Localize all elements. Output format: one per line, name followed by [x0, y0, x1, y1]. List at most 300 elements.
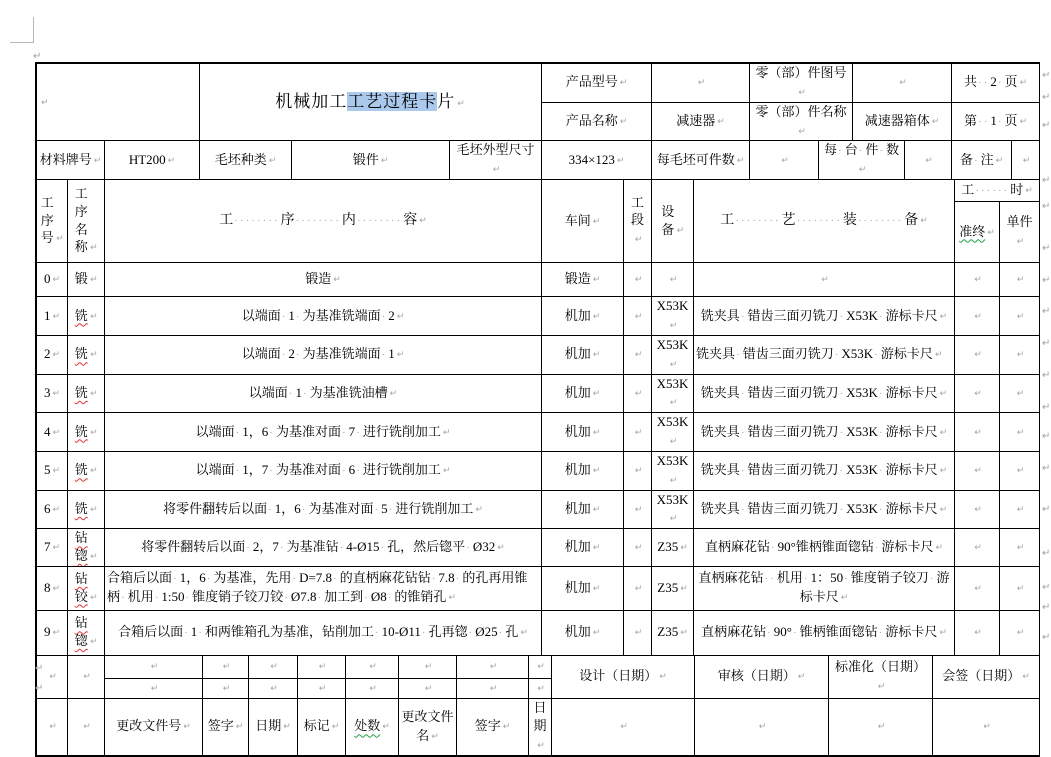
op-row: [37, 413, 1040, 452]
blank-size-value[interactable]: 334×123 ↵: [542, 141, 652, 180]
page-number[interactable]: 第··1·页 ↵: [952, 102, 1040, 141]
operations-rows: [37, 263, 1040, 656]
space-mark: ·: [878, 465, 885, 478]
op-row: [37, 490, 1040, 529]
op-tooling[interactable]: 铣夹具·错齿三面刃铣刀·X53K·游标卡尺 ↵: [694, 335, 955, 374]
space-mark: ········: [857, 215, 904, 227]
product-model-value[interactable]: [652, 64, 750, 103]
title-text: 机械加工: [275, 91, 348, 111]
margin-crop-mark-horizontal: [10, 42, 34, 43]
op-name[interactable]: [68, 451, 105, 490]
op-section[interactable]: [624, 451, 652, 490]
space-mark: ·: [844, 573, 850, 586]
paragraph-mark: [35, 658, 47, 670]
per-blank-value[interactable]: [750, 141, 819, 180]
paragraph-mark: [1042, 333, 1051, 345]
op-workshop[interactable]: 机加 ↵: [542, 374, 624, 413]
op-section[interactable]: [624, 263, 652, 297]
space-mark: ········: [735, 215, 781, 227]
section-header-label: 工段: [630, 194, 644, 228]
space-mark: ·: [387, 592, 394, 605]
paragraph-mark: [1042, 196, 1051, 208]
space-mark: ·: [381, 310, 388, 323]
paragraph-mark: [35, 678, 47, 690]
paragraph-mark: [1042, 426, 1051, 438]
op-name[interactable]: [68, 374, 105, 413]
design-date-value[interactable]: [552, 698, 695, 756]
space-mark: ·: [301, 503, 308, 516]
op-name[interactable]: [68, 490, 105, 529]
footer-empty-cell[interactable]: [529, 678, 552, 698]
footer-empty-cell[interactable]: [399, 678, 457, 698]
space-mark: ·: [929, 573, 936, 586]
op-content[interactable]: 将零件翻转后以面·2，7·为基准钻·4-Ø15·孔，然后锪平·Ø32 ↵: [105, 529, 542, 566]
op-equipment[interactable]: X53K ↵: [652, 374, 694, 413]
mark-label[interactable]: 标记 ↵: [298, 698, 346, 756]
op-name-text: 铣: [74, 423, 88, 439]
op-tooling[interactable]: 铣夹具·错齿三面刃铣刀·X53K·游标卡尺 ↵: [694, 374, 955, 413]
footer-empty-cell[interactable]: [457, 678, 529, 698]
footer-empty-cell[interactable]: [68, 655, 105, 698]
op-name-text: 铣: [74, 307, 88, 323]
footer-empty-cell[interactable]: [203, 678, 249, 698]
op-row: [37, 335, 1040, 374]
op-name-text: 铣: [74, 346, 88, 362]
paragraph-mark: [1042, 238, 1051, 250]
op-unit-time[interactable]: [1000, 413, 1040, 452]
space-mark: ·: [292, 573, 299, 586]
space-mark: ·: [268, 503, 274, 516]
product-name-value[interactable]: 减速器 ↵: [652, 102, 750, 141]
op-name-header-label: 工序名称: [74, 186, 88, 255]
op-workshop[interactable]: 机加 ↵: [542, 490, 624, 529]
op-content[interactable]: 以端面·1·为基准铣端面·2 ↵: [105, 297, 542, 336]
document-title[interactable]: [200, 64, 542, 141]
op-equipment[interactable]: Z35 ↵: [652, 529, 694, 566]
space-mark: ·: [185, 592, 192, 605]
op-row: [37, 529, 1040, 566]
space-mark: ·: [740, 503, 747, 516]
space-mark: ·: [879, 145, 886, 158]
standardize-date-value[interactable]: [829, 698, 933, 756]
paragraph-mark: [1042, 65, 1051, 77]
op-row: [37, 610, 1040, 655]
op-tooling[interactable]: 铣夹具·错齿三面刃铣刀·X53K·游标卡尺 ↵: [694, 413, 955, 452]
sign-label[interactable]: 签字 ↵: [457, 698, 529, 756]
space-mark: ·: [803, 573, 810, 586]
paragraph-mark: [1042, 87, 1051, 99]
op-section[interactable]: [624, 566, 652, 610]
space-mark: ·: [302, 387, 309, 400]
product-model-label[interactable]: 产品型号 ↵: [542, 64, 652, 103]
paragraph-mark: [1042, 577, 1051, 589]
equipment-header-label: 设备: [661, 203, 675, 237]
op-tooling[interactable]: [694, 263, 955, 297]
op-content[interactable]: 将零件翻转后以面·1，6·为基准对面·5·进行铣削加工 ↵: [105, 490, 542, 529]
product-name-label[interactable]: 产品名称 ↵: [542, 102, 652, 141]
paragraph-mark: [1042, 499, 1051, 511]
space-mark: ·: [333, 573, 339, 586]
date-label[interactable]: 日期 ↵: [529, 698, 552, 756]
space-mark: ·: [878, 310, 885, 323]
space-mark: ·: [878, 387, 885, 400]
space-mark: ·: [246, 542, 252, 554]
part-drawing-no-value[interactable]: [853, 64, 952, 103]
per-blank-label[interactable]: 每毛坯可件数 ↵: [652, 141, 750, 180]
space-mark: ·: [740, 387, 747, 400]
op-number[interactable]: 6 ↵: [37, 490, 68, 529]
space-mark: ·: [269, 465, 275, 478]
space-mark: ·: [740, 465, 747, 478]
op-prep-time[interactable]: [955, 451, 1000, 490]
space-mark: ·: [421, 627, 428, 640]
footer-empty-cell[interactable]: [346, 678, 399, 698]
space-mark: ·: [874, 349, 880, 362]
op-content[interactable]: 以端面·2·为基准铣端面·1 ↵: [105, 335, 542, 374]
space-mark: ·: [281, 310, 288, 323]
op-number[interactable]: 7 ↵: [37, 529, 68, 566]
space-mark: ·: [364, 592, 370, 605]
footer-empty-cell[interactable]: [529, 655, 552, 678]
space-mark: ·: [281, 349, 288, 362]
space-mark: ·: [767, 627, 773, 640]
op-no-header[interactable]: [37, 180, 68, 263]
op-unit-time[interactable]: [1000, 566, 1040, 610]
material-value[interactable]: HT200 ↵: [105, 141, 200, 180]
footer-table: [36, 655, 1040, 756]
space-mark: ·: [839, 310, 846, 323]
op-name-text: 钻锪: [74, 615, 88, 649]
change-doc-no-label[interactable]: 更改文件号 ↵: [105, 698, 203, 756]
audit-date-value[interactable]: [695, 698, 829, 756]
space-mark: ·: [770, 542, 777, 554]
op-name-text: 钻锪: [74, 530, 88, 563]
equipment-header[interactable]: [652, 180, 694, 263]
op-number[interactable]: 1 ↵: [37, 297, 68, 336]
op-section[interactable]: [624, 413, 652, 452]
op-content[interactable]: 以端面·1，7·为基准对面·6·进行铣削加工 ↵: [105, 451, 542, 490]
op-prep-time[interactable]: [955, 297, 1000, 336]
op-equipment[interactable]: X53K ↵: [652, 451, 694, 490]
op-tooling[interactable]: 直柄麻花钻··机用·1：50·锥度销子铰刀·游标卡尺 ↵: [694, 566, 955, 610]
sign-label[interactable]: 签字 ↵: [203, 698, 249, 756]
space-mark: ·: [235, 465, 242, 478]
op-unit-time[interactable]: [1000, 451, 1040, 490]
footer-empty-cell[interactable]: [105, 678, 203, 698]
paragraph-mark: [1042, 270, 1051, 282]
remark-label[interactable]: 备·注 ↵: [952, 141, 1012, 180]
op-tooling[interactable]: 直柄麻花钻·90°锥柄锥面锪钻·游标卡尺 ↵: [694, 529, 955, 566]
footer-empty-cell[interactable]: [298, 655, 346, 678]
space-mark: ·: [121, 592, 127, 605]
space-mark: ·: [839, 387, 846, 400]
op-tooling[interactable]: 铣夹具·错齿三面刃铣刀·X53K·游标卡尺 ↵: [694, 297, 955, 336]
op-equipment[interactable]: X53K ↵: [652, 335, 694, 374]
space-mark: ·: [736, 349, 742, 362]
blank-size-label[interactable]: 毛坯外型尺寸 ↵: [450, 141, 542, 180]
op-unit-time[interactable]: [1000, 263, 1040, 297]
space-mark: ·: [374, 627, 381, 640]
space-mark: ·: [198, 627, 204, 640]
paragraph-mark: [1042, 115, 1051, 127]
op-no-header-label: 工序号: [40, 195, 54, 246]
op-number[interactable]: 9 ↵: [37, 610, 68, 655]
op-workshop[interactable]: 机加 ↵: [542, 566, 624, 610]
footer-empty-cell[interactable]: [249, 678, 298, 698]
countersign-date-label[interactable]: 会签（日期） ↵: [933, 655, 1040, 698]
op-prep-time[interactable]: [955, 566, 1000, 610]
footer-empty-cell[interactable]: [105, 655, 203, 678]
op-row: [37, 566, 1040, 610]
op-prep-time[interactable]: [955, 610, 1000, 655]
space-mark: ·: [878, 627, 885, 640]
op-name[interactable]: [68, 610, 105, 655]
space-mark: ·: [997, 77, 1004, 90]
op-tooling[interactable]: 铣夹具·错齿三面刃铣刀·X53K·游标卡尺 ↵: [694, 451, 955, 490]
op-number[interactable]: 3 ↵: [37, 374, 68, 413]
op-equipment[interactable]: [652, 263, 694, 297]
paragraph-mark: [1042, 458, 1051, 470]
op-workshop[interactable]: 机加 ↵: [542, 335, 624, 374]
op-content[interactable]: 以端面·1·为基准铣油槽 ↵: [105, 374, 542, 413]
footer-empty-cell[interactable]: [68, 698, 105, 756]
section-header[interactable]: [624, 180, 652, 263]
op-content[interactable]: 合箱后以面·1，6·为基准，先用·D=7.8·的直柄麻花钻钻·7.8·的孔再用锥柄·机用·1:50·锥度销子铰刀铰·Ø7.8·加工到·Ø8·的锥销孔 ↵: [105, 566, 542, 610]
footer-empty-cell[interactable]: [298, 678, 346, 698]
space-mark: ·: [380, 542, 387, 554]
op-number[interactable]: 8 ↵: [37, 566, 68, 610]
op-section[interactable]: [624, 335, 652, 374]
workshop-header[interactable]: 车间 ↵: [542, 180, 624, 263]
op-section[interactable]: [624, 490, 652, 529]
prep-end-label: 准终: [959, 223, 986, 239]
count-label[interactable]: [346, 698, 399, 756]
standardize-date-label[interactable]: 标准化（日期） ↵: [829, 655, 933, 698]
process-card-sheet: [35, 62, 1040, 757]
op-content-header[interactable]: 工········序········内········容 ↵: [105, 180, 542, 263]
op-name-text: 锻: [74, 271, 88, 287]
space-mark: ·: [839, 503, 846, 516]
footer-empty-cell[interactable]: [457, 655, 529, 678]
space-mark: ·: [356, 465, 362, 478]
space-mark: ·: [792, 627, 799, 640]
op-number[interactable]: 0 ↵: [37, 263, 68, 297]
space-mark: ·: [973, 154, 980, 167]
paragraph-mark: [1042, 365, 1051, 377]
part-drawing-no-label[interactable]: 零（部）件图号 ↵: [750, 64, 853, 103]
margin-crop-mark-vertical: [33, 17, 34, 43]
footer-empty-cell[interactable]: [249, 655, 298, 678]
space-mark: ·: [740, 310, 747, 323]
title-text-tail: 片: [437, 91, 456, 111]
space-mark: ·: [341, 426, 348, 439]
space-mark: ·: [878, 426, 885, 439]
op-workshop[interactable]: 锻造 ↵: [542, 263, 624, 297]
space-mark: ·: [740, 426, 747, 439]
per-unit-label[interactable]: 每·台·件·数 ↵: [819, 141, 905, 180]
op-equipment[interactable]: X53K ↵: [652, 413, 694, 452]
op-prep-time[interactable]: [955, 413, 1000, 452]
change-doc-name-label[interactable]: 更改文件名 ↵: [399, 698, 457, 756]
per-piece-header[interactable]: 单件 ↵: [1000, 202, 1040, 263]
prep-end-header[interactable]: [955, 202, 1000, 263]
op-equipment[interactable]: X53K ↵: [652, 297, 694, 336]
space-mark: ··: [764, 573, 776, 586]
part-name-value[interactable]: 减速器箱体 ↵: [853, 102, 952, 141]
blank-type-value[interactable]: 锻件 ↵: [292, 141, 450, 180]
op-section[interactable]: [624, 529, 652, 566]
space-mark: ········: [295, 215, 341, 227]
space-mark: ·: [858, 145, 865, 158]
op-unit-time[interactable]: [1000, 335, 1040, 374]
space-mark: ·: [374, 503, 381, 516]
op-tooling[interactable]: 铣夹具·错齿三面刃铣刀·X53K·游标卡尺 ↵: [694, 490, 955, 529]
op-name[interactable]: [68, 413, 105, 452]
space-mark: ·: [284, 592, 290, 605]
space-mark: ·: [838, 145, 844, 158]
paragraph-mark: [1042, 170, 1051, 182]
op-prep-time[interactable]: [955, 490, 1000, 529]
space-mark: ·: [388, 503, 395, 516]
op-row: [37, 374, 1040, 413]
op-unit-time[interactable]: [1000, 490, 1040, 529]
op-section[interactable]: [624, 297, 652, 336]
space-mark: ·: [339, 542, 346, 554]
op-section[interactable]: [624, 610, 652, 655]
op-content[interactable]: 锻造 ↵: [105, 263, 542, 297]
space-mark: ·: [874, 542, 881, 554]
space-mark: ······: [975, 185, 1010, 198]
op-workshop[interactable]: 机加 ↵: [542, 529, 624, 566]
space-mark: ········: [356, 215, 403, 227]
op-workshop[interactable]: 机加 ↵: [542, 610, 624, 655]
op-equipment[interactable]: X53K ↵: [652, 490, 694, 529]
space-mark: ·: [295, 310, 302, 323]
op-unit-time[interactable]: [1000, 297, 1040, 336]
op-name[interactable]: [68, 263, 105, 297]
op-name[interactable]: [68, 529, 105, 566]
paragraph-mark: [33, 46, 45, 58]
material-label[interactable]: 材料牌号 ↵: [37, 141, 105, 180]
op-name[interactable]: [68, 566, 105, 610]
operations-table: [36, 179, 1040, 656]
op-number[interactable]: 2 ↵: [37, 335, 68, 374]
work-hours-header[interactable]: 工······时 ↵: [955, 180, 1040, 202]
countersign-date-value[interactable]: [933, 698, 1040, 756]
space-mark: ·: [317, 592, 324, 605]
header-info-table: [36, 63, 1040, 180]
paragraph-mark: [1042, 543, 1051, 555]
op-row: [37, 297, 1040, 336]
op-workshop[interactable]: 机加 ↵: [542, 413, 624, 452]
op-name-text: 铣: [74, 462, 88, 478]
space-mark: ··: [978, 77, 990, 90]
op-name[interactable]: [68, 297, 105, 336]
blank-type-label[interactable]: 毛坯种类 ↵: [200, 141, 292, 180]
space-mark: ·: [295, 349, 302, 362]
space-mark: ·: [431, 573, 438, 586]
op-number[interactable]: 5 ↵: [37, 451, 68, 490]
tooling-header[interactable]: 工········艺········装········备 ↵: [694, 180, 955, 263]
space-mark: ·: [154, 592, 161, 605]
remark-value[interactable]: [1012, 141, 1040, 180]
space-mark: ·: [341, 465, 348, 478]
space-mark: ··: [978, 116, 990, 129]
paragraph-mark: [1042, 627, 1051, 639]
op-workshop[interactable]: 机加 ↵: [542, 297, 624, 336]
space-mark: ·: [288, 387, 295, 400]
op-number[interactable]: 4 ↵: [37, 413, 68, 452]
footer-empty-cell[interactable]: [37, 698, 68, 756]
op-name-text: 铣: [74, 501, 88, 517]
paragraph-mark: [1042, 397, 1051, 409]
space-mark: ·: [235, 426, 242, 439]
per-unit-value[interactable]: [905, 141, 952, 180]
design-date-label[interactable]: 设计（日期） ↵: [552, 655, 695, 698]
space-mark: ·: [455, 573, 462, 586]
op-workshop[interactable]: 机加 ↵: [542, 451, 624, 490]
space-mark: ·: [269, 426, 275, 439]
space-mark: ·: [468, 627, 475, 640]
space-mark: ·: [279, 542, 286, 554]
op-name-text: 铣: [74, 384, 88, 400]
op-equipment[interactable]: Z35 ↵: [652, 566, 694, 610]
op-unit-time[interactable]: [1000, 374, 1040, 413]
space-mark: ·: [206, 573, 213, 586]
op-name-header[interactable]: [68, 180, 105, 263]
op-prep-time[interactable]: [955, 263, 1000, 297]
title-selected-text: 工艺过程卡: [347, 91, 438, 111]
part-name-label[interactable]: 零（部）件名称 ↵: [750, 102, 853, 141]
op-name[interactable]: [68, 335, 105, 374]
op-content[interactable]: 以端面·1，6·为基准对面·7·进行铣削加工 ↵: [105, 413, 542, 452]
footer-empty-cell[interactable]: [203, 655, 249, 678]
space-mark: ·: [498, 627, 505, 640]
count-label-text: 处数: [354, 718, 381, 734]
footer-empty-cell[interactable]: [399, 655, 457, 678]
op-unit-time[interactable]: [1000, 610, 1040, 655]
op-prep-time[interactable]: [955, 335, 1000, 374]
op-prep-time[interactable]: [955, 529, 1000, 566]
op-content[interactable]: 合箱后以面·1·和两锥箱孔为基准，钻削加工·10-Ø11·孔再锪·Ø25·孔 ↵: [105, 610, 542, 655]
op-section[interactable]: [624, 374, 652, 413]
footer-empty-cell[interactable]: [346, 655, 399, 678]
space-mark: ·: [466, 542, 472, 554]
space-mark: ·: [184, 627, 190, 640]
op-row: [37, 451, 1040, 490]
op-equipment[interactable]: Z35 ↵: [652, 610, 694, 655]
date-label[interactable]: 日期 ↵: [249, 698, 298, 756]
op-tooling[interactable]: 直柄麻花钻·90°·锥柄锥面锪钻·游标卡尺 ↵: [694, 610, 955, 655]
op-prep-time[interactable]: [955, 374, 1000, 413]
space-mark: ·: [997, 116, 1004, 129]
empty-corner-cell[interactable]: [37, 64, 200, 141]
total-pages[interactable]: 共··2·页 ↵: [952, 64, 1040, 103]
space-mark: ·: [381, 349, 388, 362]
space-mark: ·: [173, 573, 179, 586]
space-mark: ·: [834, 349, 841, 362]
space-mark: ········: [796, 215, 842, 227]
space-mark: ·: [878, 503, 885, 516]
audit-date-label[interactable]: 审核（日期） ↵: [695, 655, 829, 698]
paragraph-mark: [1042, 301, 1051, 313]
space-mark: ·: [839, 426, 846, 439]
op-row: [37, 263, 1040, 297]
op-unit-time[interactable]: [1000, 529, 1040, 566]
op-name-text: 钻铰: [74, 570, 88, 604]
space-mark: ·: [356, 426, 362, 439]
space-mark: ········: [234, 215, 280, 227]
